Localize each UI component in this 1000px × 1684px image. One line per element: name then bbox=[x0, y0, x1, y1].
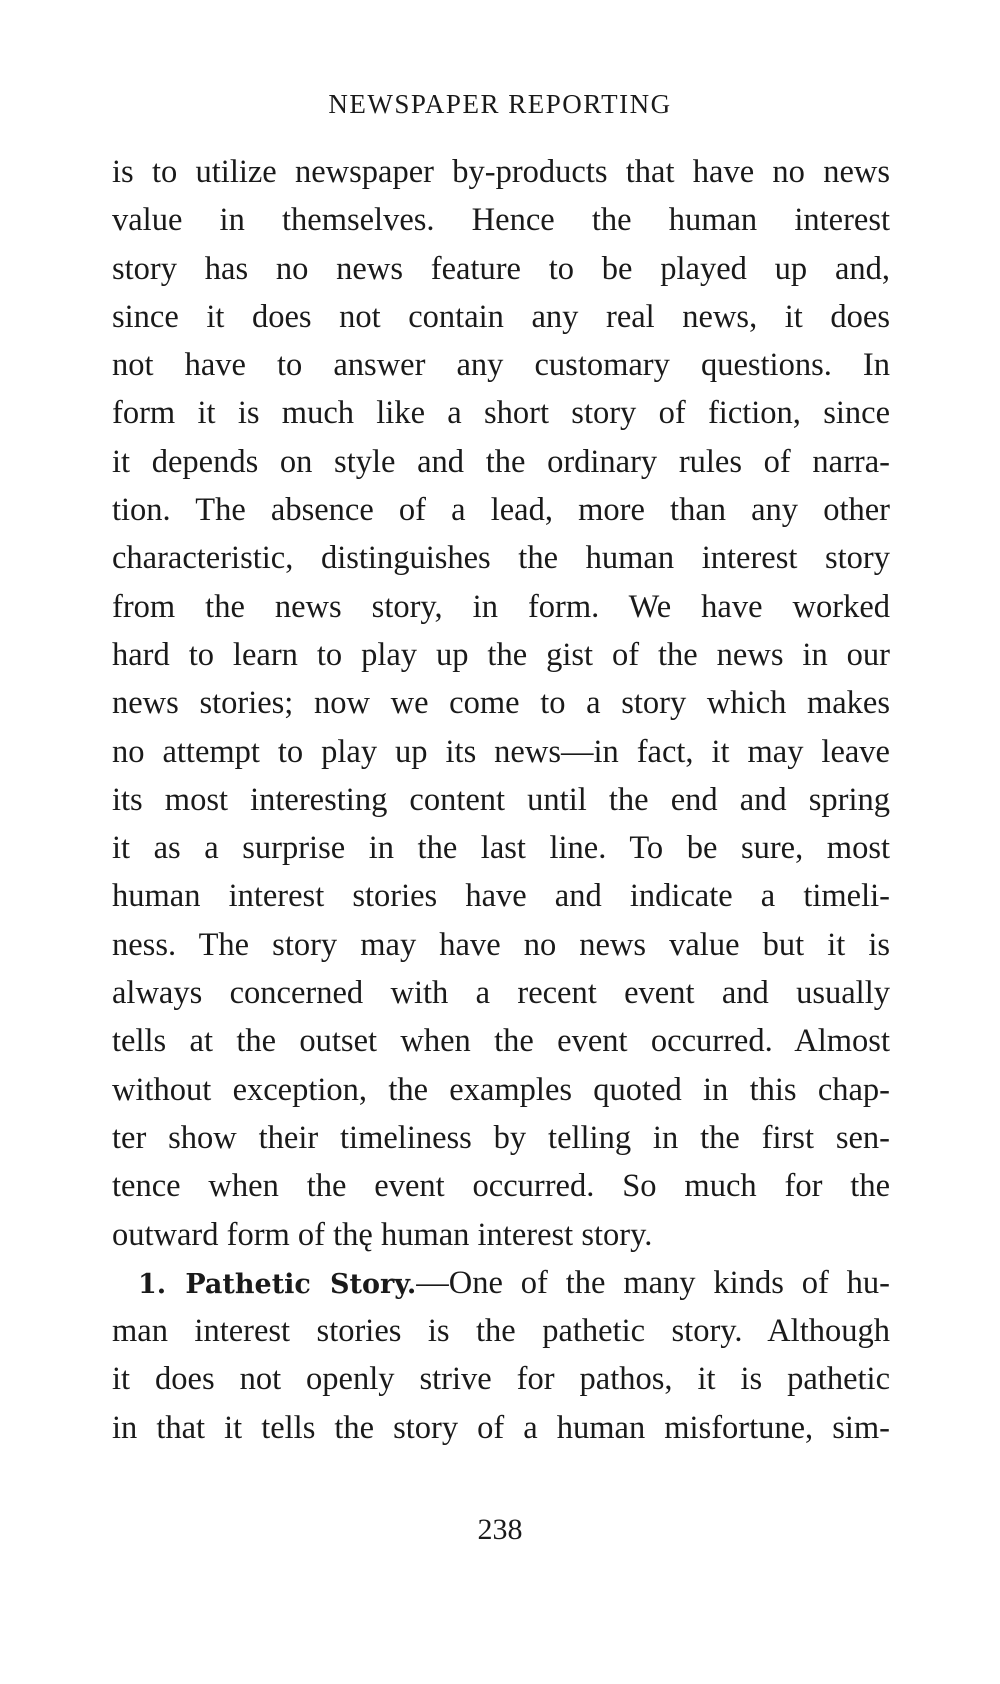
section-first-line-text: —One of the many kinds of hu- bbox=[416, 1264, 891, 1301]
text-line: always concerned with a recent event and usually bbox=[112, 975, 890, 1012]
text-line: characteristic, distinguishes the human interest story bbox=[112, 540, 890, 577]
text-line: tence when the event occurred. So much for the bbox=[112, 1168, 890, 1205]
text-line: since it does not contain any real news, it does bbox=[112, 298, 890, 335]
paragraph-last-line: outward form of thę human interest story. bbox=[112, 1216, 653, 1253]
text-line: no attempt to play up its news—in fact, it may leave bbox=[112, 733, 890, 770]
text-line: is to utilize newspaper by-products that have no news bbox=[112, 154, 890, 190]
text-line: its most interesting content until the end and spring bbox=[112, 781, 890, 818]
page-number: 238 bbox=[477, 1513, 523, 1546]
section-heading: 1. Pathetic Story. bbox=[138, 1268, 417, 1300]
text-line: ness. The story may have no news value but it is bbox=[112, 926, 890, 963]
text-line: ter show their timeliness by telling in the first sen- bbox=[112, 1119, 890, 1156]
text-line: story has no news feature to be played up and, bbox=[112, 250, 890, 287]
text-line: human interest stories have and indicate a timeli- bbox=[112, 878, 890, 915]
text-line: value in themselves. Hence the human interest bbox=[112, 202, 890, 239]
text-line: tion. The absence of a lead, more than any other bbox=[112, 492, 890, 529]
text-line: it does not openly strive for pathos, it is pathetic bbox=[112, 1361, 890, 1398]
text-line: tells at the outset when the event occurred. Almost bbox=[112, 1023, 890, 1060]
text-line: from the news story, in form. We have worked bbox=[112, 588, 890, 625]
body-text bbox=[112, 148, 890, 1452]
text-line: it depends on style and the ordinary rules of narra- bbox=[112, 443, 890, 480]
text-line: man interest stories is the pathetic story. Although bbox=[112, 1313, 890, 1350]
text-line: hard to learn to play up the gist of the news in our bbox=[112, 636, 890, 673]
text-line: without exception, the examples quoted in this chap- bbox=[112, 1071, 890, 1108]
text-line: it as a surprise in the last line. To be sure, most bbox=[112, 830, 890, 867]
text-line: form it is much like a short story of fiction, since bbox=[112, 395, 890, 432]
section-first-line bbox=[112, 1259, 890, 1307]
text-line: news stories; now we come to a story which makes bbox=[112, 685, 890, 722]
text-line: in that it tells the story of a human misfortune, sim- bbox=[112, 1409, 890, 1446]
running-head: NEWSPAPER REPORTING bbox=[328, 89, 672, 119]
text-line: not have to answer any customary questions. In bbox=[112, 347, 890, 384]
